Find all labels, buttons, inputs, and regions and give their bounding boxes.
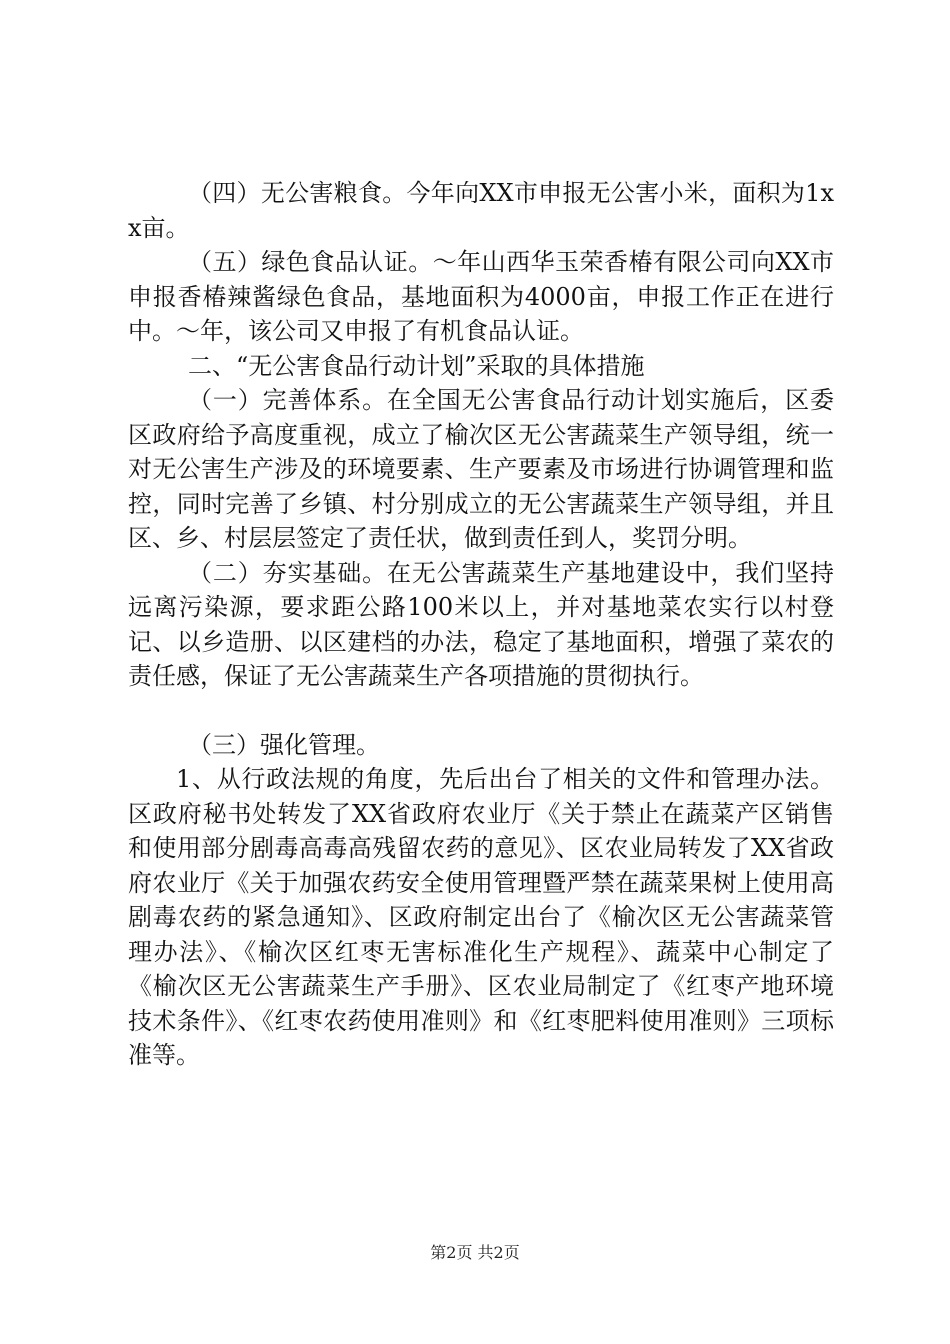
paragraph-regulations: 1、从行政法规的角度，先后出台了相关的文件和管理办法。区政府秘书处转发了XX省政府农业厅《关于禁止在蔬菜产区销售和使用部分剧毒高毒高残留农药的意见》、区农业局转发了XX省政府农业厅《关于加强农药安全使用管理暨严禁在蔬菜果树上使用高剧毒农药的紧急通知》、区政府制定出台了《榆次区无公害蔬菜管理办法》、《榆次区红枣无害标准化生产规程》、蔬菜中心制定了《榆次区无公害蔬菜生产手册》、区农业局制定了《红枣产地环境技术条件》、《红枣农药使用准则》和《红枣肥料使用准则》三项标准等。 (128, 765, 834, 1069)
paragraph-grain: （四）无公害粮食。今年向XX市申报无公害小米，面积为1xx亩。 (128, 179, 834, 242)
paragraph-green-food: （五）绿色食品认证。～年山西华玉荣香椿有限公司向XX市申报香椿辣酱绿色食品，基地面积为4000亩，申报工作正在进行中。～年，该公司又申报了有机食品认证。 (128, 248, 834, 345)
paragraph-management-heading: （三）强化管理。 (188, 730, 380, 759)
paragraph-system: （一）完善体系。在全国无公害食品行动计划实施后，区委区政府给予高度重视，成立了榆次区无公害蔬菜生产领导组，统一对无公害生产涉及的环境要素、生产要素及市场进行协调管理和监控，同时完善了乡镇、村分别成立的无公害蔬菜生产领导组，并且区、乡、村层层签定了责任状，做到责任到人，奖罚分明。 (128, 386, 834, 552)
page-footer: 第2页 共2页 (430, 1243, 520, 1262)
document-body (128, 176, 834, 1073)
section-heading-measures: 二、“无公害食品行动计划”采取的具体措施 (188, 351, 645, 380)
paragraph-foundation: （二）夯实基础。在无公害蔬菜生产基地建设中，我们坚持远离污染源，要求距公路100米以上，并对基地菜农实行以村登记、以乡造册、以区建档的办法，稳定了基地面积，增强了菜农的责任感，保证了无公害蔬菜生产各项措施的贯彻执行。 (128, 558, 834, 690)
